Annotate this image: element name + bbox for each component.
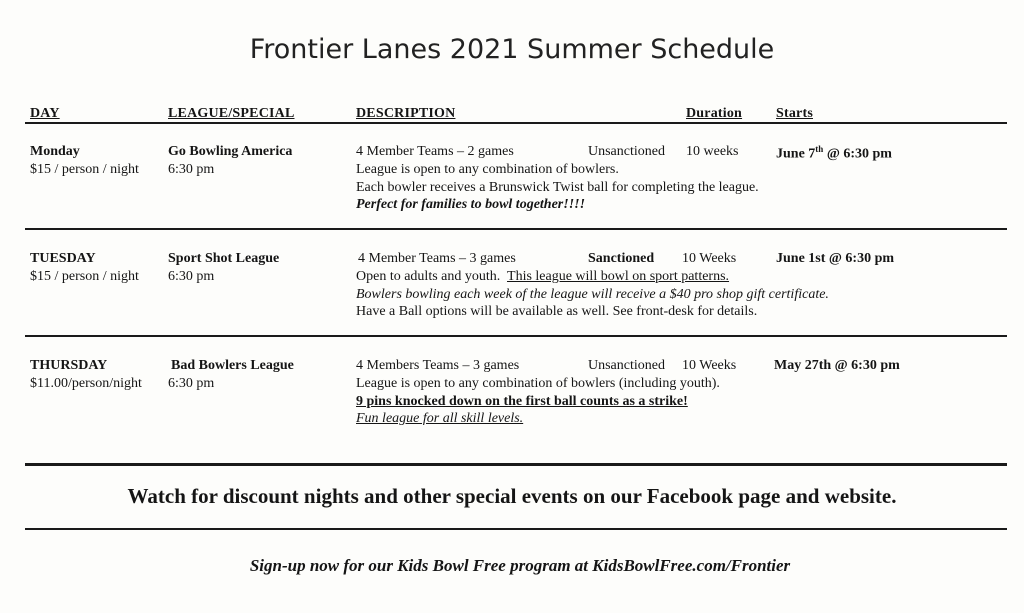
row-desc-2: 9 pins knocked down on the first ball counts as a strike!: [356, 394, 688, 409]
row-teams: 4 Member Teams – 2 games: [356, 144, 514, 159]
row-day: TUESDAY: [30, 251, 96, 266]
desc-text: Open to adults and youth.: [356, 269, 501, 284]
row-start: [776, 144, 892, 163]
row-desc-1: [356, 269, 729, 285]
row-duration: 10 Weeks: [682, 251, 737, 266]
row-desc-3: Fun league for all skill levels.: [356, 411, 524, 426]
row-start: June 1st @ 6:30 pm: [776, 251, 895, 266]
row-league: Bad Bowlers League: [171, 358, 294, 373]
row-desc-1: League is open to any combination of bowlers (including youth).: [356, 376, 720, 391]
row-price: $11.00/person/night: [30, 376, 142, 391]
row-teams: 4 Member Teams – 3 games: [358, 251, 516, 266]
page-title: Frontier Lanes 2021 Summer Schedule: [249, 34, 775, 65]
row-league: Sport Shot League: [168, 251, 280, 266]
row-start: May 27th @ 6:30 pm: [774, 358, 900, 373]
row-desc-1: League is open to any combination of bowlers.: [356, 162, 619, 177]
header-league: LEAGUE/SPECIAL: [168, 106, 295, 121]
row-desc-2: Bowlers bowling each week of the league will receive a $40 pro shop gift certificate.: [356, 287, 829, 302]
header-rule: [25, 122, 1007, 124]
row-divider: [25, 335, 1007, 337]
row-duration: 10 Weeks: [682, 358, 737, 373]
desc-underlined: This league will bowl on sport patterns.: [507, 269, 730, 284]
footer-rule-top: [25, 463, 1007, 466]
row-duration: 10 weeks: [686, 144, 739, 159]
header-day: DAY: [30, 106, 60, 121]
start-date-suffix: th: [815, 144, 824, 154]
row-time: 6:30 pm: [168, 376, 215, 391]
row-desc-2: Each bowler receives a Brunswick Twist ball for completing the league.: [356, 180, 759, 195]
row-price: $15 / person / night: [30, 162, 139, 177]
header-starts: Starts: [776, 106, 813, 121]
row-status: Unsanctioned: [588, 144, 665, 159]
row-time: 6:30 pm: [168, 269, 215, 284]
footer-rule-bottom: [25, 528, 1007, 530]
row-desc-3: Perfect for families to bowl together!!!!: [356, 197, 586, 212]
row-day: Monday: [30, 144, 80, 159]
row-status: Unsanctioned: [588, 358, 665, 373]
row-price: $15 / person / night: [30, 269, 139, 284]
row-league: Go Bowling America: [168, 144, 293, 159]
row-day: THURSDAY: [30, 358, 108, 373]
discount-notice: Watch for discount nights and other special events on our Facebook page and website.: [127, 484, 897, 508]
kids-bowl-free-notice: Sign-up now for our Kids Bowl Free program at KidsBowlFree.com/Frontier: [249, 556, 791, 575]
start-date: June 7: [776, 146, 816, 162]
row-desc-3: Have a Ball options will be available as well. See front-desk for details.: [356, 304, 758, 319]
header-duration: Duration: [686, 106, 743, 121]
start-time: @ 6:30 pm: [823, 146, 892, 162]
row-divider: [25, 228, 1007, 230]
row-teams: 4 Members Teams – 3 games: [356, 358, 520, 373]
row-status: Sanctioned: [588, 251, 655, 266]
header-description: DESCRIPTION: [356, 106, 456, 121]
row-time: 6:30 pm: [168, 162, 215, 177]
